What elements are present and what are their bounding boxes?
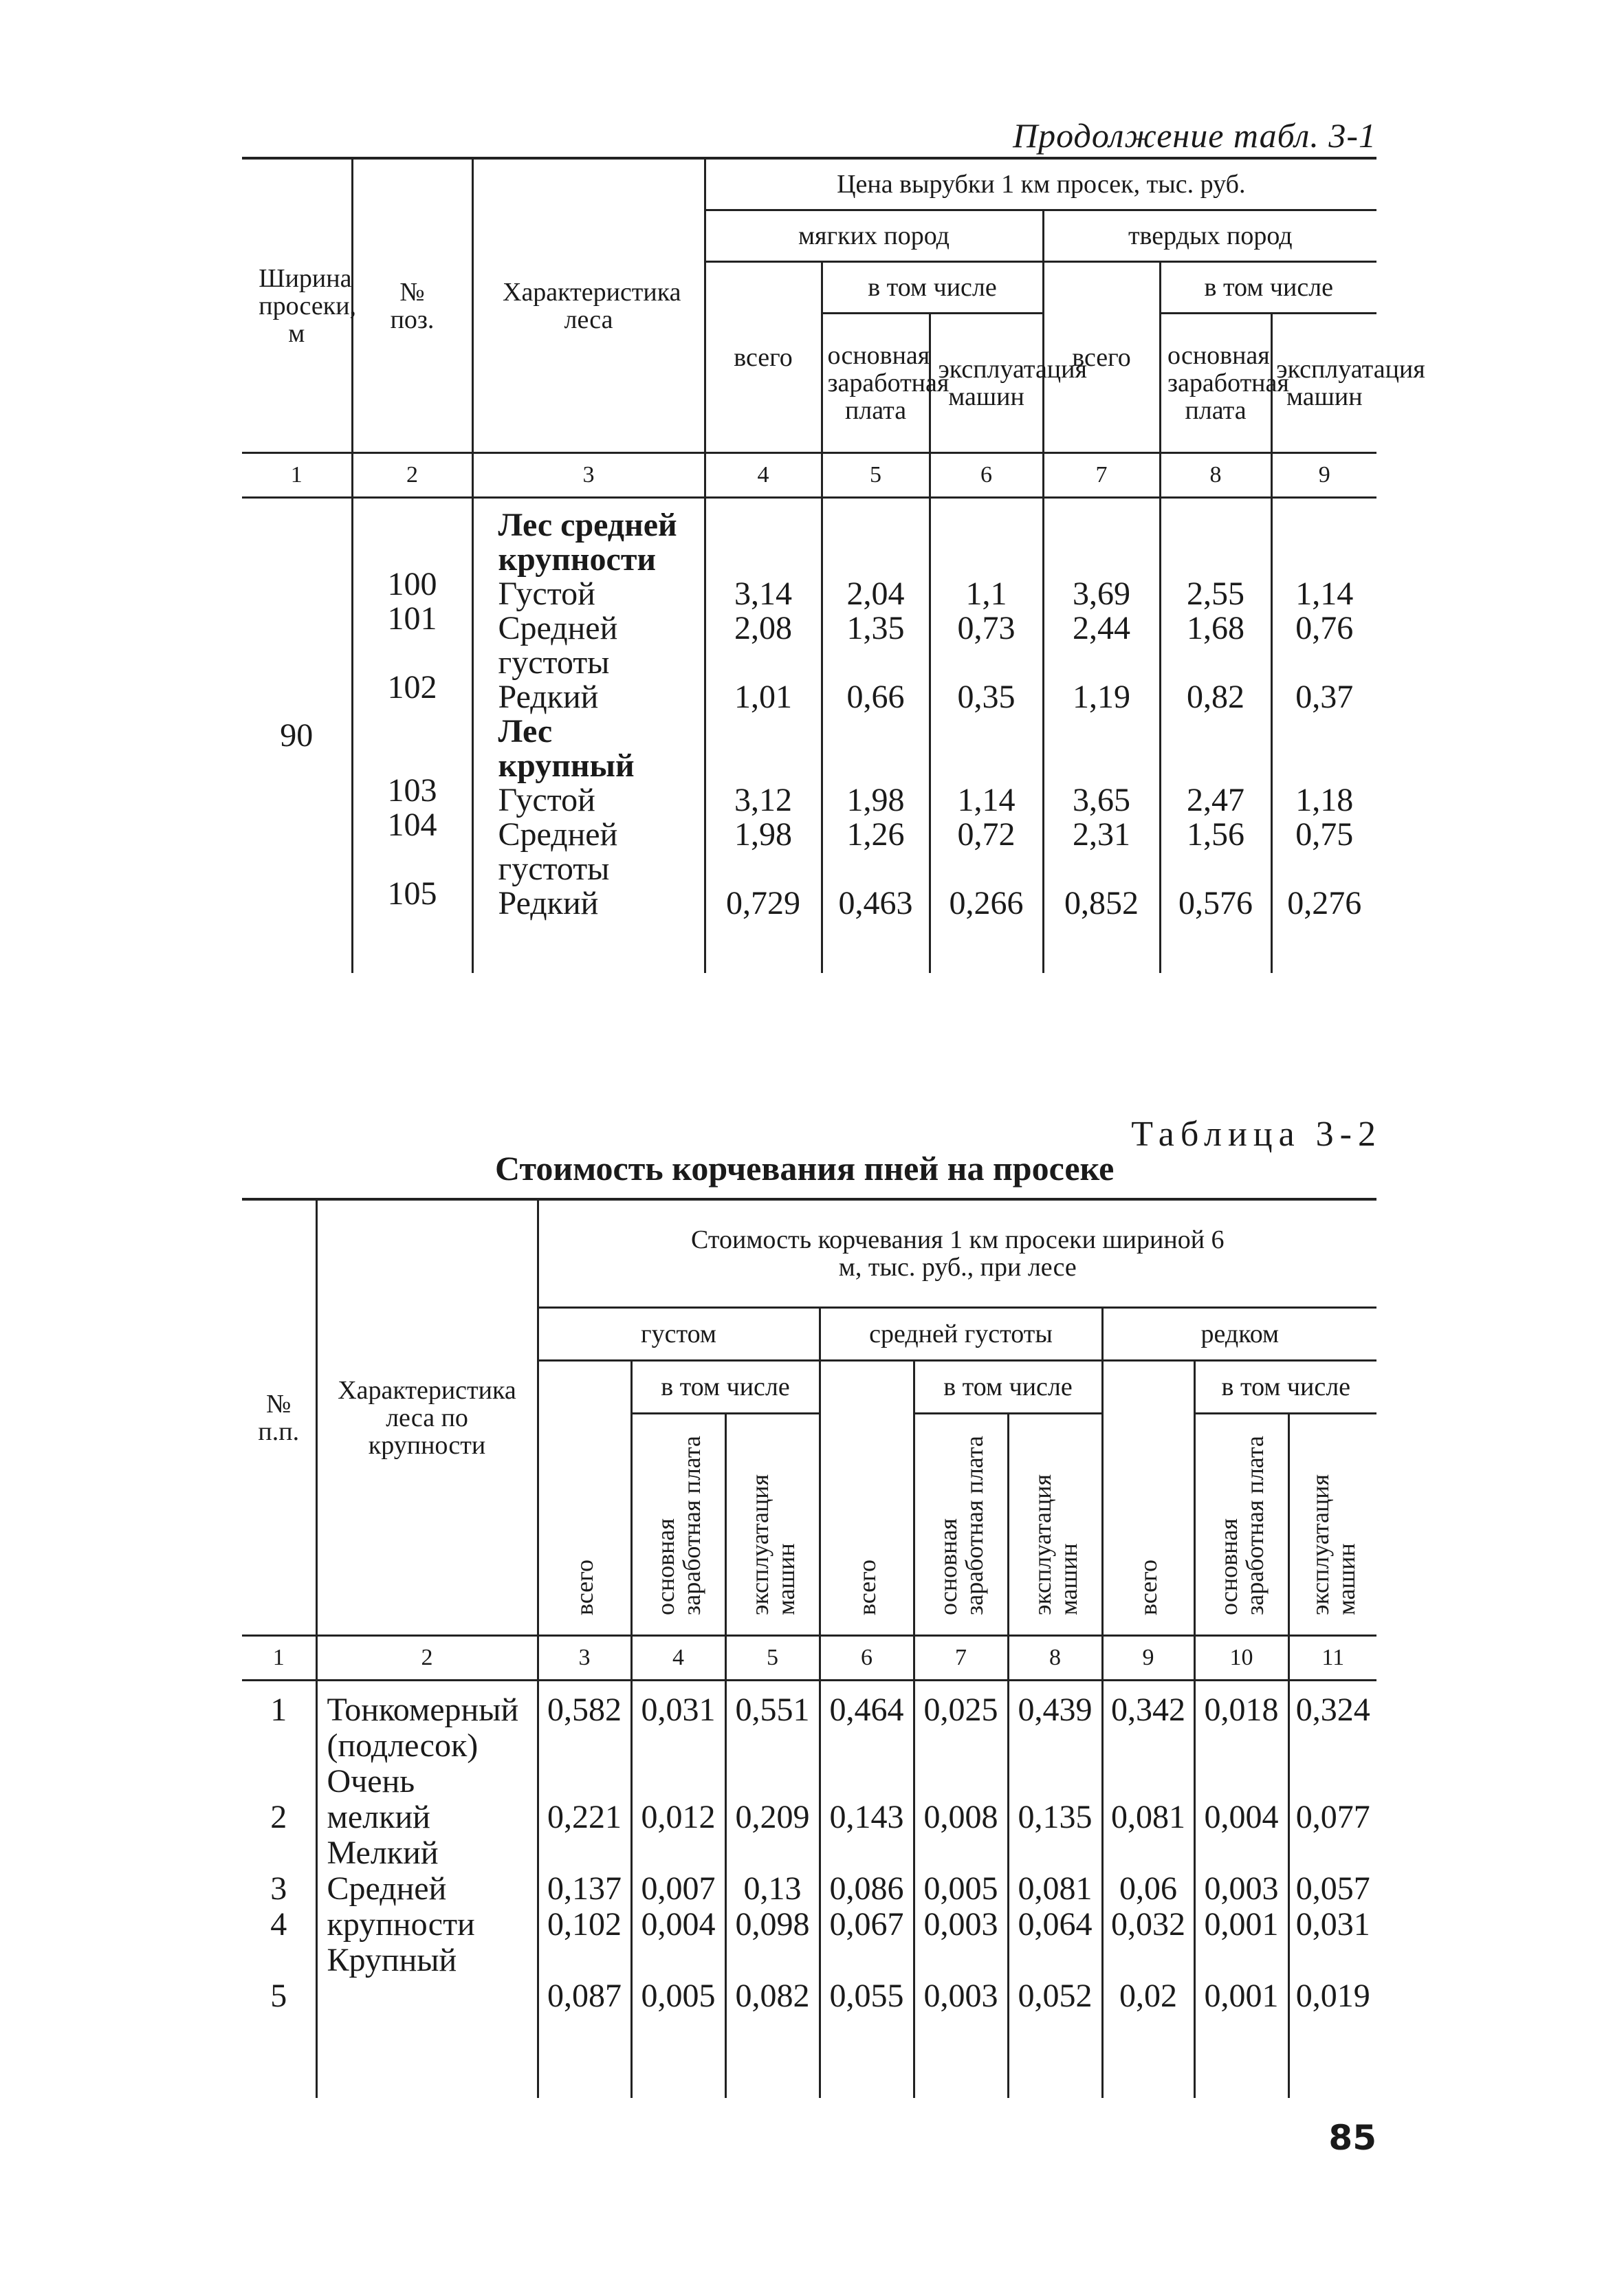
header-width: Ширина просеки, м — [242, 158, 352, 453]
characteristic: Мелкий — [327, 1835, 439, 1871]
table-title: Стоимость корчевания пней на просеке — [495, 1149, 1115, 1188]
value: 0,081 — [1018, 1870, 1093, 1907]
value: 0,464 — [829, 1692, 904, 1728]
value: 1,98 — [734, 816, 792, 853]
value: 0,052 — [1018, 1978, 1093, 2014]
header-price: Цена вырубки 1 км просек, тыс. руб. — [705, 158, 1376, 210]
value: 0,135 — [1018, 1799, 1093, 1835]
value: 1,01 — [734, 679, 792, 715]
value: 0,008 — [923, 1799, 998, 1835]
value: 0,098 — [735, 1906, 810, 1943]
continuation-label: Продолжение табл. 3-1 — [1013, 116, 1376, 155]
col-num: 6 — [930, 453, 1043, 498]
col-num: 5 — [822, 453, 930, 498]
value: 0,221 — [547, 1799, 622, 1835]
value: 0,82 — [1187, 679, 1244, 715]
column-numbers — [242, 453, 1376, 498]
header-dense-incl: в том числе — [631, 1361, 820, 1414]
value: 3,14 — [734, 576, 792, 612]
row-num: 2 — [270, 1799, 287, 1835]
pos-value: 101 — [387, 600, 437, 637]
value: 0,582 — [547, 1692, 622, 1728]
value: 0,003 — [923, 1978, 998, 2014]
value: 0,001 — [1204, 1978, 1279, 2014]
value: 0,005 — [641, 1978, 716, 2014]
header-dense-total: всего — [538, 1361, 631, 1636]
value-column — [1271, 498, 1376, 974]
characteristic: Редкий — [498, 679, 599, 715]
header-dense: густом — [538, 1308, 820, 1361]
value: 0,067 — [829, 1906, 904, 1943]
pos-column — [352, 498, 472, 974]
value: 0,463 — [838, 885, 913, 921]
header-sparse: редком — [1102, 1308, 1376, 1361]
characteristic: Средней густоты — [498, 816, 618, 887]
value: 0,342 — [1111, 1692, 1185, 1728]
header-hard-machines: эксплуатация машин — [1271, 314, 1376, 453]
col-num: 8 — [1008, 1636, 1102, 1681]
value: 0,031 — [1295, 1906, 1370, 1943]
value: 0,077 — [1295, 1799, 1370, 1835]
value: 0,06 — [1119, 1870, 1177, 1907]
header-medium-salary: основная заработная плата — [914, 1414, 1008, 1636]
col-num: 1 — [242, 1636, 316, 1681]
value: 0,003 — [923, 1906, 998, 1943]
value: 0,018 — [1204, 1692, 1279, 1728]
col-num: 7 — [1043, 453, 1160, 498]
value: 0,576 — [1178, 885, 1253, 921]
header-sparse-salary: основная заработная плата — [1194, 1414, 1288, 1636]
header-soft-salary: основная заработная плата — [822, 314, 930, 453]
value: 2,08 — [734, 610, 792, 646]
header-medium-total: всего — [820, 1361, 914, 1636]
value-column — [820, 1681, 914, 2099]
value: 2,55 — [1187, 576, 1244, 612]
value: 0,37 — [1295, 679, 1354, 715]
header-hard-total: всего — [1043, 262, 1160, 453]
pos-value: 102 — [387, 669, 437, 706]
value: 0,439 — [1018, 1692, 1093, 1728]
header-sparse-machines: эксплуатация машин — [1288, 1414, 1376, 1636]
header-sparse-incl: в том числе — [1194, 1361, 1376, 1414]
value-column — [930, 498, 1043, 974]
value: 0,025 — [923, 1692, 998, 1728]
header-dense-machines: эксплуатация машин — [725, 1414, 820, 1636]
characteristic-column — [316, 1681, 538, 2099]
column-numbers — [242, 1636, 1376, 1681]
col-num: 9 — [1271, 453, 1376, 498]
value: 3,69 — [1073, 576, 1130, 612]
characteristic: Очень мелкий — [327, 1763, 430, 1835]
value: 1,98 — [846, 782, 905, 818]
value-column — [1008, 1681, 1102, 2099]
value: 0,02 — [1119, 1978, 1177, 2014]
width-value: 90 — [280, 717, 314, 754]
value: 3,65 — [1073, 782, 1130, 818]
header-sparse-total: всего — [1102, 1361, 1194, 1636]
col-num: 4 — [705, 453, 822, 498]
pos-value: 100 — [387, 566, 437, 602]
value: 0,324 — [1295, 1692, 1370, 1728]
value: 0,729 — [726, 885, 800, 921]
value: 0,852 — [1064, 885, 1139, 921]
value: 0,012 — [641, 1799, 716, 1835]
value: 0,35 — [957, 679, 1016, 715]
pos-value: 104 — [387, 807, 437, 843]
value: 0,003 — [1204, 1870, 1279, 1907]
value: 0,001 — [1204, 1906, 1279, 1943]
value: 0,004 — [1204, 1799, 1279, 1835]
header-medium-incl: в том числе — [914, 1361, 1102, 1414]
value: 0,064 — [1018, 1906, 1093, 1943]
value: 1,14 — [957, 782, 1016, 818]
value: 0,66 — [846, 679, 905, 715]
header-characteristic: Характеристика леса по крупности — [316, 1199, 538, 1636]
value: 1,14 — [1295, 576, 1354, 612]
value-column — [1102, 1681, 1194, 2099]
value: 0,13 — [743, 1870, 802, 1907]
header-hard: твердых пород — [1043, 210, 1376, 262]
value: 1,35 — [846, 610, 905, 646]
col-num: 2 — [352, 453, 472, 498]
value: 0,276 — [1287, 885, 1362, 921]
characteristic-column — [472, 498, 705, 974]
header-num: № п.п. — [242, 1199, 316, 1636]
value: 1,18 — [1295, 782, 1354, 818]
table-3-1 — [242, 157, 1425, 973]
value: 0,005 — [923, 1870, 998, 1907]
pos-value: 103 — [387, 772, 437, 809]
header-characteristic: Характеристика леса — [472, 158, 705, 453]
value: 1,1 — [965, 576, 1007, 612]
value: 0,75 — [1295, 816, 1354, 853]
row-num: 4 — [270, 1906, 287, 1943]
row-num: 3 — [270, 1870, 287, 1907]
value-column — [725, 1681, 820, 2099]
value: 0,102 — [547, 1906, 622, 1943]
value-column — [1288, 1681, 1376, 2099]
col-num: 7 — [914, 1636, 1008, 1681]
value-column — [914, 1681, 1008, 2099]
value: 0,031 — [641, 1692, 716, 1728]
characteristic: Густой — [498, 782, 595, 818]
value: 1,19 — [1073, 679, 1130, 715]
col-num: 9 — [1102, 1636, 1194, 1681]
value: 0,72 — [957, 816, 1016, 853]
value: 1,56 — [1187, 816, 1244, 853]
value-column — [705, 498, 822, 974]
header-cost: Стоимость корчевания 1 км просеки шириной 6 м, тыс. руб., при лесе — [538, 1199, 1376, 1308]
value-column — [1160, 498, 1271, 974]
value: 0,76 — [1295, 610, 1354, 646]
value: 2,31 — [1073, 816, 1130, 853]
value-column — [822, 498, 930, 974]
value: 0,007 — [641, 1870, 716, 1907]
col-num: 3 — [472, 453, 705, 498]
table-label: Таблица 3-2 — [1131, 1115, 1382, 1154]
col-num: 5 — [725, 1636, 820, 1681]
col-num: 4 — [631, 1636, 725, 1681]
page-number: 85 — [1328, 2118, 1376, 2158]
col-num: 6 — [820, 1636, 914, 1681]
col-num: 1 — [242, 453, 352, 498]
header-soft-machines: эксплуатация машин — [930, 314, 1043, 453]
header-soft-incl: в том числе — [822, 262, 1043, 314]
header-hard-salary: основная заработная плата — [1160, 314, 1271, 453]
characteristic: Средней густоты — [498, 610, 618, 681]
value: 2,44 — [1073, 610, 1130, 646]
characteristic: Густой — [498, 576, 595, 612]
value: 0,057 — [1295, 1870, 1370, 1907]
value: 0,143 — [829, 1799, 904, 1835]
value-column — [1043, 498, 1160, 974]
value: 0,266 — [949, 885, 1024, 921]
value: 1,68 — [1187, 610, 1244, 646]
value: 1,26 — [846, 816, 905, 853]
value-column — [631, 1681, 725, 2099]
group-heading: Лес крупный — [498, 713, 635, 784]
value: 0,019 — [1295, 1978, 1370, 2014]
value: 0,081 — [1111, 1799, 1185, 1835]
group-heading: Лес средней крупности — [498, 507, 677, 578]
value: 0,73 — [957, 610, 1016, 646]
header-soft: мягких пород — [705, 210, 1043, 262]
value: 0,055 — [829, 1978, 904, 2014]
value: 2,47 — [1187, 782, 1244, 818]
value: 3,12 — [734, 782, 792, 818]
value: 0,087 — [547, 1978, 622, 2014]
value-column — [538, 1681, 631, 2099]
num-column — [242, 1681, 316, 2099]
value: 0,086 — [829, 1870, 904, 1907]
value: 2,04 — [846, 576, 905, 612]
value: 0,004 — [641, 1906, 716, 1943]
col-num: 11 — [1288, 1636, 1376, 1681]
header-medium: средней густоты — [820, 1308, 1102, 1361]
row-num: 5 — [270, 1978, 287, 2014]
col-num: 2 — [316, 1636, 538, 1681]
header-hard-incl: в том числе — [1160, 262, 1376, 314]
characteristic: Тонкомерный (подлесок) — [327, 1692, 519, 1764]
pos-value: 105 — [387, 875, 437, 912]
header-dense-salary: основная заработная плата — [631, 1414, 725, 1636]
col-num: 8 — [1160, 453, 1271, 498]
value: 0,209 — [735, 1799, 810, 1835]
header-pos: № поз. — [352, 158, 472, 453]
value: 0,032 — [1111, 1906, 1185, 1943]
value: 0,551 — [735, 1692, 810, 1728]
col-num: 10 — [1194, 1636, 1288, 1681]
value-column — [1194, 1681, 1288, 2099]
characteristic: Редкий — [498, 885, 599, 921]
characteristic: Средней крупности — [327, 1870, 475, 1943]
row-num: 1 — [270, 1692, 287, 1728]
col-num: 3 — [538, 1636, 631, 1681]
value: 0,137 — [547, 1870, 622, 1907]
characteristic: Крупный — [327, 1942, 457, 1978]
value: 0,082 — [735, 1978, 810, 2014]
header-soft-total: всего — [705, 262, 822, 453]
header-medium-machines: эксплуатация машин — [1008, 1414, 1102, 1636]
table-3-2 — [242, 1198, 1376, 2098]
